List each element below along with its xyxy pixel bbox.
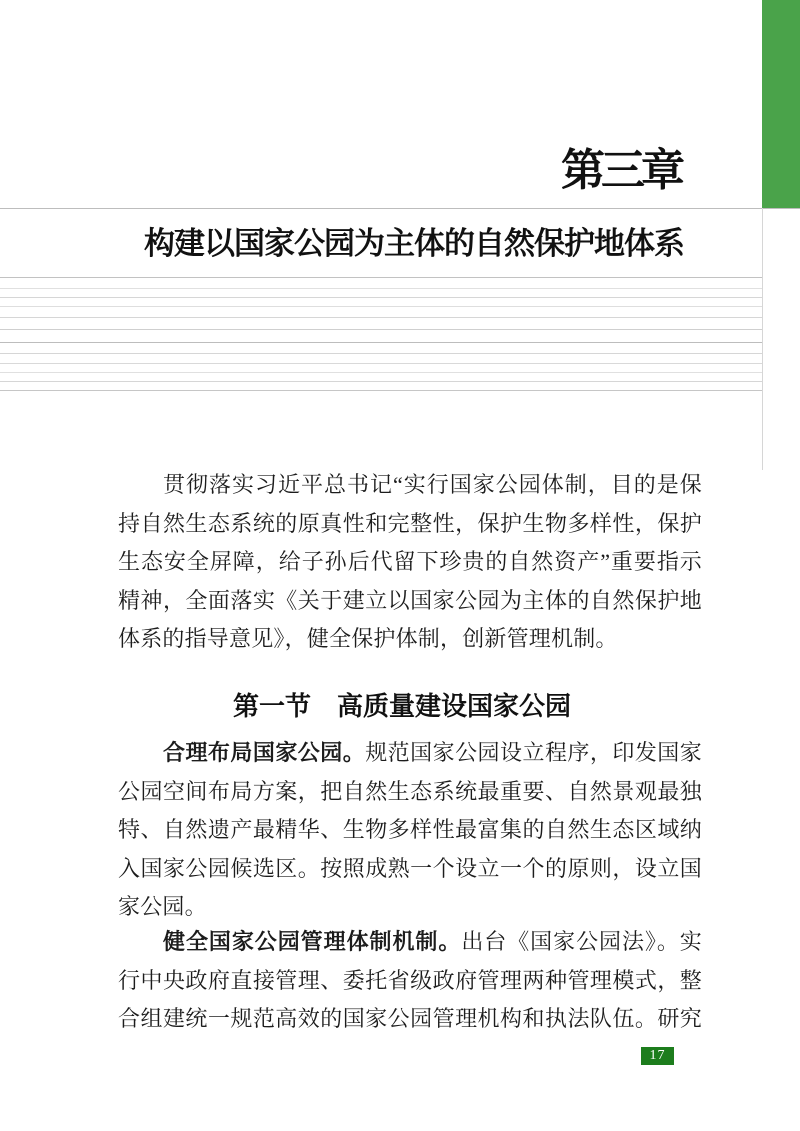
bold-lead-text: 健全国家公园管理体制机制。 [163, 929, 462, 954]
text-line [118, 734, 702, 773]
page-number: 17 [649, 1048, 666, 1063]
body-text: 持自然生态系统的原真性和完整性，保护生物多样性，保护 [118, 510, 702, 536]
ruled-line [0, 297, 762, 298]
text-line [118, 505, 702, 544]
ruled-line [0, 306, 762, 307]
text-line [118, 811, 702, 850]
chapter-number: 第三章 [561, 146, 681, 195]
text-line [118, 620, 702, 659]
section-heading: 第一节 高质量建设国家公园 [232, 691, 571, 721]
ruled-line [0, 381, 762, 382]
ruled-line [0, 277, 762, 278]
body-text: 入国家公园候选区。按照成熟一个设立一个的原则，设立国 [118, 855, 702, 881]
paragraph [118, 734, 702, 927]
body-text: 生态安全屏障，给子孙后代留下珍贵的自然资产”重要指示 [118, 549, 702, 574]
body-text: 合组建统一规范高效的国家公园管理机构和执法队伍。研究 [118, 1006, 702, 1031]
body-text: 出台《国家公园法》。实 [461, 929, 703, 954]
body-text: 规范国家公园设立程序，印发国家 [365, 740, 702, 765]
text-line [118, 1000, 702, 1039]
text-line [118, 923, 702, 962]
ruled-line [0, 342, 762, 343]
text-line [118, 543, 702, 582]
text-line [118, 850, 702, 889]
paragraph [118, 923, 702, 1039]
header-divider-line [0, 208, 800, 209]
text-line [118, 962, 702, 1001]
ruled-line [0, 390, 762, 391]
column-divider-line [762, 208, 763, 470]
body-text: 公园空间布局方案，把自然生态系统最重要、自然景观最独 [118, 778, 702, 804]
body-text: 行中央政府直接管理、委托省级政府管理两种管理模式，整 [118, 967, 702, 993]
body-text: 精神，全面落实《关于建立以国家公园为主体的自然保护地 [118, 587, 702, 613]
ruled-line [0, 372, 762, 373]
ruled-line [0, 329, 762, 330]
chapter-title: 构建以国家公园为主体的自然保护地体系 [144, 226, 684, 261]
text-line [118, 466, 702, 505]
body-text: 家公园。 [118, 894, 207, 919]
page-number-badge [641, 1047, 674, 1065]
text-line [118, 773, 702, 812]
text-line [118, 582, 702, 621]
body-text: 特、自然遗产最精华、生物多样性最富集的自然生态区域纳 [118, 817, 702, 842]
ruled-line [0, 353, 762, 354]
text-line [118, 888, 702, 927]
body-text: 体系的指导意见》，健全保护体制，创新管理机制。 [118, 626, 618, 651]
chapter-accent-bar [762, 0, 800, 208]
bold-lead-text: 合理布局国家公园。 [163, 740, 366, 765]
paragraph [118, 466, 702, 659]
body-text: 贯彻落实习近平总书记“实行国家公园体制，目的是保 [163, 472, 702, 497]
ruled-line [0, 288, 762, 289]
ruled-line [0, 317, 762, 318]
ruled-line [0, 363, 762, 364]
